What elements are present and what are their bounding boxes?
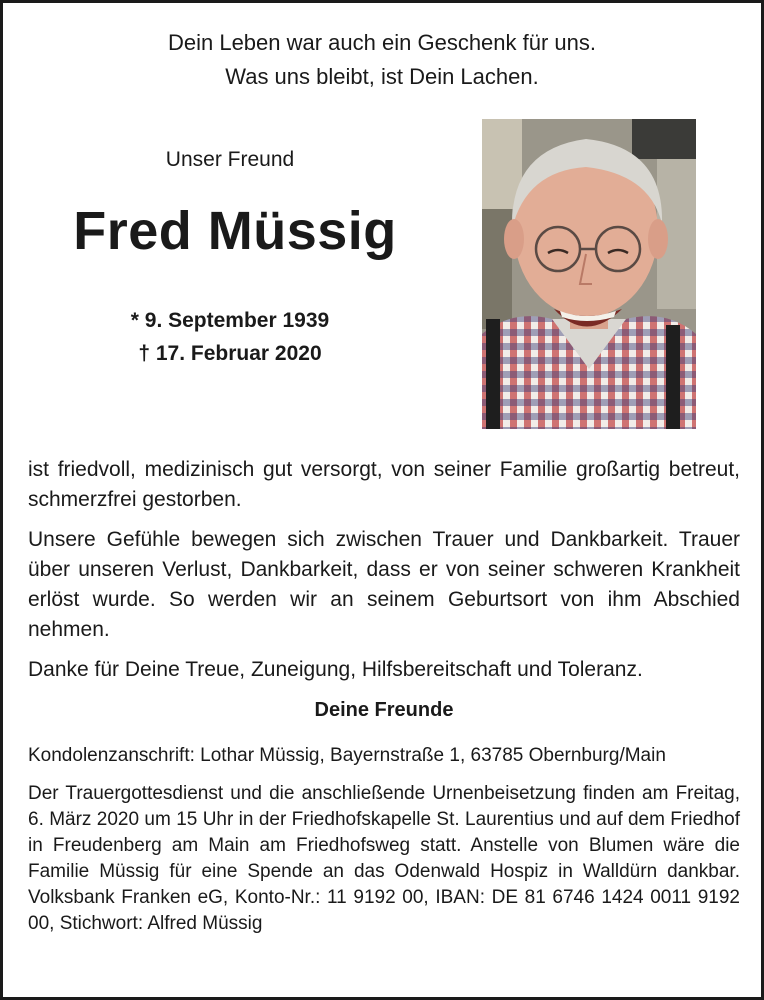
life-dates xyxy=(60,304,400,370)
intro-text: Unser Freund xyxy=(165,148,295,171)
service-info xyxy=(28,781,740,937)
notice-body xyxy=(28,455,740,949)
service-text: Der Trauergottesdienst und die anschließende Urnenbeisetzung finden am Freitag, 6. März 2020 um 15 Uhr in der Friedhofskapelle St. Laurentius und auf dem Friedhof in Freudenberg am Main am Friedhofsweg statt. Anstelle von Blumen wäre die Familie Müssig für eine Spende an das Odenwald Hospiz in Walldürn dankbar. Volksbank Franken eG, Konto-Nr.: 11 9192 00, IBAN: DE 81 6746 1424 0011 9192 00, Stichwort: Alfred Müssig xyxy=(28,783,740,934)
paragraph-2: Unsere Gefühle bewegen sich zwischen Trauer und Dankbarkeit. Trauer über unseren Verlust, Dankbarkeit, dass er von seiner schweren Krankheit erlöst wurde. So werden wir an seinem Geburtsort von ihm Abschied nehmen. xyxy=(28,528,740,641)
deceased-name: Fred Müssig xyxy=(73,201,397,261)
death-date: † 17. Februar 2020 xyxy=(138,342,322,365)
motto-line-2: Was uns bleibt, ist Dein Lachen. xyxy=(225,64,539,89)
signature: Deine Freunde xyxy=(314,699,454,721)
condolence-address xyxy=(28,743,740,769)
paragraph-3: Danke für Deine Treue, Zuneigung, Hilfsbereitschaft und Toleranz. xyxy=(28,658,643,681)
condolence-text: Kondolenzanschrift: Lothar Müssig, Bayernstraße 1, 63785 Obernburg/Main xyxy=(28,745,666,766)
birth-date: * 9. September 1939 xyxy=(130,309,330,332)
portrait-illustration xyxy=(482,119,696,429)
paragraph-1: ist friedvoll, medizinisch gut versorgt, von seiner Familie großartig betreut, schmerzfrei gestorben. xyxy=(28,458,740,511)
motto-line-1: Dein Leben war auch ein Geschenk für uns. xyxy=(167,30,597,55)
motto xyxy=(0,26,764,94)
portrait-photo xyxy=(482,119,696,429)
